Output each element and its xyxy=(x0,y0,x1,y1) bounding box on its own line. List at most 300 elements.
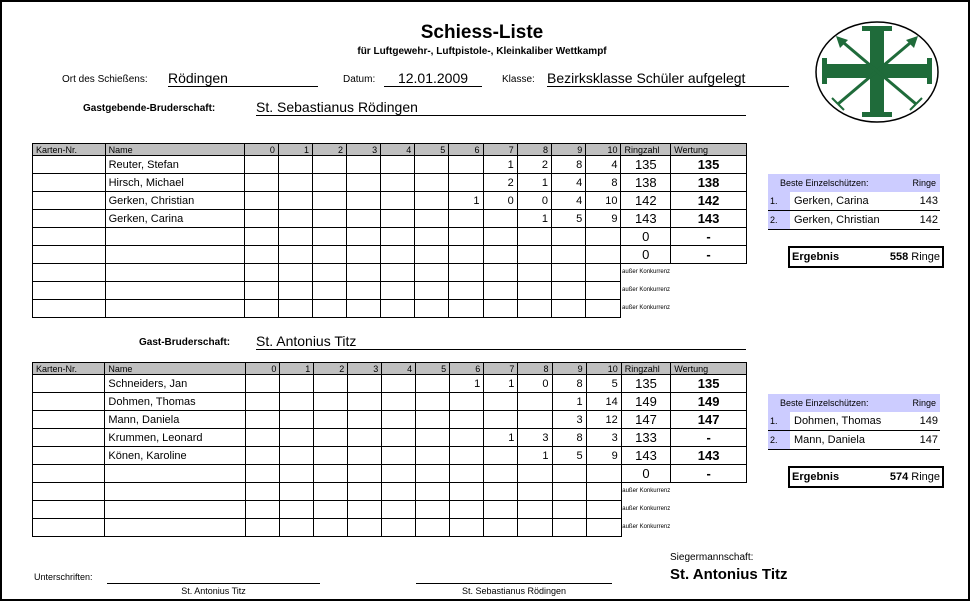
empty-cell xyxy=(348,483,382,501)
best-shooters-header xyxy=(768,174,940,192)
ring-count-cell: 9 xyxy=(586,210,621,228)
empty-cell xyxy=(33,519,105,537)
ring-count-cell xyxy=(484,393,518,411)
ring-count-cell xyxy=(348,429,382,447)
empty-cell xyxy=(244,300,278,318)
ort-value: Rödingen xyxy=(168,70,318,87)
team1-best-shooters xyxy=(768,174,940,230)
karten-nr-cell xyxy=(33,447,105,465)
ring-count-cell xyxy=(348,447,382,465)
empty-cell xyxy=(348,519,382,537)
ring-count-cell xyxy=(416,375,450,393)
wertung-cell: - xyxy=(671,429,747,447)
team1-label: Gastgebende-Bruderschaft: xyxy=(83,103,216,114)
ring-count-cell: 4 xyxy=(552,192,586,210)
ring-count-cell xyxy=(382,447,416,465)
ring-count-cell: 3 xyxy=(586,429,621,447)
empty-cell xyxy=(449,282,483,300)
ring-count-cell: 8 xyxy=(552,429,586,447)
empty-cell xyxy=(381,264,415,282)
empty-cell xyxy=(415,282,449,300)
ring-count-cell xyxy=(347,246,381,264)
ring-count-cell xyxy=(416,429,450,447)
ausser-konkurrenz-note: außer Konkurrenz xyxy=(622,506,671,512)
extra-table-row xyxy=(33,300,747,318)
ring-count-cell xyxy=(450,411,484,429)
shooter-name-cell: Krummen, Leonard xyxy=(105,429,246,447)
team2-best-shooters xyxy=(768,394,940,450)
ring-count-cell: 1 xyxy=(517,210,551,228)
ring-count-cell xyxy=(347,228,381,246)
ring-count-cell: 4 xyxy=(552,174,586,192)
sieger-value: St. Antonius Titz xyxy=(670,566,788,583)
empty-cell xyxy=(312,264,346,282)
ring-count-cell xyxy=(449,246,483,264)
empty-cell xyxy=(105,519,246,537)
ring-count-cell: 2 xyxy=(517,156,551,174)
column-header: 7 xyxy=(484,363,518,375)
empty-cell xyxy=(244,282,278,300)
empty-cell xyxy=(280,501,314,519)
karten-nr-cell xyxy=(33,465,105,483)
ring-count-cell xyxy=(244,174,278,192)
ring-count-cell xyxy=(314,447,348,465)
table-row xyxy=(33,156,747,174)
ring-count-cell: 1 xyxy=(484,429,518,447)
best-shooters-ringe: Ringe xyxy=(912,398,936,408)
best-ring: 143 xyxy=(919,195,938,207)
wertung-cell: 135 xyxy=(671,156,747,174)
ergebnis-unit: Ringe xyxy=(911,471,940,483)
ring-count-cell xyxy=(280,375,314,393)
empty-cell xyxy=(246,519,280,537)
empty-cell xyxy=(449,300,483,318)
karten-nr-cell xyxy=(33,375,105,393)
ringzahl-cell: 147 xyxy=(621,411,671,429)
table-row xyxy=(33,228,747,246)
best-name: Gerken, Christian xyxy=(794,214,880,226)
column-header: 10 xyxy=(586,363,621,375)
ring-count-cell xyxy=(278,228,312,246)
ring-count-cell: 8 xyxy=(552,375,586,393)
best-shooter-row xyxy=(768,431,940,450)
column-header: 2 xyxy=(314,363,348,375)
empty-cell xyxy=(586,264,621,282)
ergebnis-unit: Ringe xyxy=(911,251,940,263)
column-header: 2 xyxy=(312,144,346,156)
ring-count-cell xyxy=(312,246,346,264)
ring-count-cell: 3 xyxy=(552,411,586,429)
column-header: Wertung xyxy=(671,144,747,156)
empty-cell xyxy=(671,300,747,318)
ring-count-cell xyxy=(450,393,484,411)
team1-name: St. Sebastianus Rödingen xyxy=(256,99,746,116)
ringzahl-cell: 143 xyxy=(621,210,671,228)
ring-count-cell: 1 xyxy=(450,375,484,393)
shooter-name-cell: Hirsch, Michael xyxy=(105,174,244,192)
sieger-label: Siegermannschaft: xyxy=(670,552,754,563)
empty-cell xyxy=(518,483,552,501)
empty-cell xyxy=(416,519,450,537)
ringzahl-cell: 135 xyxy=(621,375,671,393)
ring-count-cell xyxy=(246,375,280,393)
empty-cell xyxy=(416,501,450,519)
empty-cell xyxy=(278,300,312,318)
empty-cell xyxy=(105,282,244,300)
ring-count-cell xyxy=(382,465,416,483)
ring-count-cell: 12 xyxy=(586,411,621,429)
ringzahl-cell: 143 xyxy=(621,447,671,465)
column-header: 8 xyxy=(517,144,551,156)
empty-cell xyxy=(246,483,280,501)
ring-count-cell: 2 xyxy=(483,174,517,192)
column-header: 5 xyxy=(415,144,449,156)
best-ring: 142 xyxy=(919,214,938,226)
ring-count-cell: 1 xyxy=(552,393,586,411)
empty-cell xyxy=(586,483,621,501)
wertung-cell: 147 xyxy=(671,411,747,429)
karten-nr-cell xyxy=(33,156,106,174)
table-header-row xyxy=(33,144,747,156)
karten-nr-cell xyxy=(33,210,106,228)
empty-cell xyxy=(314,483,348,501)
ringzahl-cell: 149 xyxy=(621,393,671,411)
ring-count-cell xyxy=(483,210,517,228)
empty-cell xyxy=(586,300,621,318)
ring-count-cell xyxy=(518,393,552,411)
ausser-konkurrenz-note: außer Konkurrenz xyxy=(622,287,671,293)
table-row xyxy=(33,393,747,411)
best-ring: 147 xyxy=(919,434,938,446)
empty-cell xyxy=(348,501,382,519)
table-row xyxy=(33,210,747,228)
column-header: Name xyxy=(105,363,246,375)
signature-line-1 xyxy=(107,582,320,584)
ring-count-cell xyxy=(280,447,314,465)
ring-count-cell xyxy=(246,429,280,447)
ring-count-cell xyxy=(244,228,278,246)
ring-count-cell xyxy=(246,411,280,429)
best-shooters-ringe: Ringe xyxy=(912,178,936,188)
column-header: 6 xyxy=(450,363,484,375)
empty-cell xyxy=(33,300,106,318)
empty-cell xyxy=(552,519,586,537)
ring-count-cell xyxy=(348,465,382,483)
ring-count-cell xyxy=(347,174,381,192)
ring-count-cell: 0 xyxy=(483,192,517,210)
empty-cell xyxy=(415,300,449,318)
column-header: Ringzahl xyxy=(621,363,671,375)
column-header: 7 xyxy=(483,144,517,156)
empty-cell xyxy=(484,501,518,519)
ring-count-cell xyxy=(416,411,450,429)
ring-count-cell xyxy=(415,228,449,246)
column-header: Karten-Nr. xyxy=(33,363,105,375)
ring-count-cell: 8 xyxy=(586,174,621,192)
ring-count-cell xyxy=(381,192,415,210)
empty-cell xyxy=(552,483,586,501)
best-shooter-row xyxy=(768,192,940,211)
best-name: Mann, Daniela xyxy=(794,434,865,446)
ring-count-cell xyxy=(312,210,346,228)
ring-count-cell: 1 xyxy=(449,192,483,210)
empty-cell xyxy=(105,483,246,501)
extra-table-row xyxy=(33,501,747,519)
ringzahl-cell: 0 xyxy=(621,246,671,264)
empty-cell xyxy=(312,282,346,300)
team2-score-table xyxy=(32,362,747,537)
empty-cell xyxy=(347,264,381,282)
empty-cell xyxy=(671,282,747,300)
column-header: 4 xyxy=(381,144,415,156)
empty-cell xyxy=(246,501,280,519)
empty-cell xyxy=(518,519,552,537)
ringzahl-cell: 135 xyxy=(621,156,671,174)
ausser-konkurrenz-note: außer Konkurrenz xyxy=(622,269,671,276)
ring-count-cell: 14 xyxy=(586,393,621,411)
empty-cell xyxy=(347,282,381,300)
empty-cell xyxy=(671,264,747,282)
ring-count-cell: 1 xyxy=(483,156,517,174)
ring-count-cell: 5 xyxy=(586,375,621,393)
ring-count-cell xyxy=(312,174,346,192)
ring-count-cell xyxy=(381,210,415,228)
empty-cell xyxy=(278,282,312,300)
ring-count-cell: 8 xyxy=(552,156,586,174)
ring-count-cell: 10 xyxy=(586,192,621,210)
ring-count-cell xyxy=(449,228,483,246)
empty-cell xyxy=(382,483,416,501)
ring-count-cell xyxy=(450,429,484,447)
ring-count-cell xyxy=(312,192,346,210)
ring-count-cell xyxy=(381,174,415,192)
ring-count-cell: 0 xyxy=(518,375,552,393)
empty-cell xyxy=(382,501,416,519)
ring-count-cell: 1 xyxy=(484,375,518,393)
karten-nr-cell xyxy=(33,228,106,246)
ring-count-cell xyxy=(484,447,518,465)
ring-count-cell xyxy=(415,192,449,210)
ring-count-cell xyxy=(348,393,382,411)
ring-count-cell xyxy=(381,246,415,264)
ring-count-cell xyxy=(415,156,449,174)
ring-count-cell xyxy=(518,411,552,429)
ring-count-cell xyxy=(278,174,312,192)
klasse-value: Bezirksklasse Schüler aufgelegt xyxy=(547,70,789,87)
klasse-label: Klasse: xyxy=(502,74,535,85)
column-header: 3 xyxy=(348,363,382,375)
column-header: 4 xyxy=(382,363,416,375)
empty-cell xyxy=(280,519,314,537)
datum-value: 12.01.2009 xyxy=(384,70,482,87)
empty-cell xyxy=(586,501,621,519)
wertung-cell: 143 xyxy=(671,447,747,465)
empty-cell xyxy=(483,264,517,282)
ring-count-cell xyxy=(381,156,415,174)
ring-count-cell xyxy=(347,156,381,174)
ring-count-cell xyxy=(312,156,346,174)
ring-count-cell xyxy=(244,156,278,174)
ring-count-cell xyxy=(278,156,312,174)
column-header: Ringzahl xyxy=(621,144,671,156)
empty-cell xyxy=(314,519,348,537)
ring-count-cell xyxy=(348,375,382,393)
wertung-cell: 143 xyxy=(671,210,747,228)
ring-count-cell: 1 xyxy=(517,174,551,192)
ring-count-cell xyxy=(381,228,415,246)
best-rank: 1. xyxy=(768,412,790,430)
wertung-cell: 135 xyxy=(671,375,747,393)
column-header: 0 xyxy=(244,144,278,156)
extra-table-row xyxy=(33,483,747,501)
empty-cell xyxy=(552,300,586,318)
ausser-konkurrenz-note: außer Konkurrenz xyxy=(622,488,671,495)
ergebnis-label: Ergebnis xyxy=(792,471,840,483)
ring-count-cell xyxy=(586,465,621,483)
shooter-name-cell: Mann, Daniela xyxy=(105,411,246,429)
unterschriften-label: Unterschriften: xyxy=(34,572,93,582)
page-title: Schiess-Liste xyxy=(420,22,544,43)
extra-table-row xyxy=(33,519,747,537)
best-shooters-title: Beste Einzelschützen: xyxy=(780,398,869,408)
shooter-name-cell: Schneiders, Jan xyxy=(105,375,246,393)
ring-count-cell xyxy=(278,246,312,264)
signature-line-2 xyxy=(416,582,612,584)
empty-cell xyxy=(105,501,246,519)
karten-nr-cell xyxy=(33,174,106,192)
ring-count-cell xyxy=(552,465,586,483)
karten-nr-cell xyxy=(33,246,106,264)
ring-count-cell xyxy=(312,228,346,246)
ring-count-cell: 9 xyxy=(586,447,621,465)
team2-ergebnis xyxy=(788,466,944,488)
ring-count-cell: 0 xyxy=(517,192,551,210)
ring-count-cell xyxy=(415,210,449,228)
ring-count-cell: 5 xyxy=(552,210,586,228)
ring-count-cell xyxy=(382,411,416,429)
ergebnis-value: 558 xyxy=(889,251,909,263)
empty-cell xyxy=(347,300,381,318)
table-row xyxy=(33,246,747,264)
shooter-name-cell: Gerken, Carina xyxy=(105,210,244,228)
ring-count-cell xyxy=(382,393,416,411)
ring-count-cell xyxy=(278,192,312,210)
ring-count-cell xyxy=(246,447,280,465)
empty-cell xyxy=(586,519,621,537)
empty-cell xyxy=(416,483,450,501)
ring-count-cell xyxy=(416,393,450,411)
karten-nr-cell xyxy=(33,429,105,447)
ring-count-cell xyxy=(415,174,449,192)
shooter-name-cell xyxy=(105,246,244,264)
shooter-name-cell xyxy=(105,465,246,483)
column-header: 1 xyxy=(278,144,312,156)
best-rank: 2. xyxy=(768,211,790,229)
best-name: Dohmen, Thomas xyxy=(794,415,882,427)
best-name: Gerken, Carina xyxy=(794,195,869,207)
best-shooter-row xyxy=(768,412,940,431)
ring-count-cell xyxy=(382,429,416,447)
empty-cell xyxy=(105,264,244,282)
ausser-konkurrenz-note: außer Konkurrenz xyxy=(622,305,671,311)
empty-cell xyxy=(671,501,747,519)
column-header: Karten-Nr. xyxy=(33,144,106,156)
empty-cell xyxy=(381,300,415,318)
empty-cell xyxy=(449,264,483,282)
ring-count-cell xyxy=(484,465,518,483)
shooter-name-cell: Dohmen, Thomas xyxy=(105,393,246,411)
team1-ergebnis xyxy=(788,246,944,268)
datum-label: Datum: xyxy=(343,74,376,85)
best-shooter-row xyxy=(768,211,940,230)
shooter-name-cell xyxy=(105,228,244,246)
empty-cell xyxy=(552,501,586,519)
empty-cell xyxy=(33,282,106,300)
empty-cell xyxy=(450,519,484,537)
ring-count-cell xyxy=(348,411,382,429)
page-subtitle: für Luftgewehr-, Luftpistole-, Kleinkaliber Wettkampf xyxy=(357,46,607,57)
karten-nr-cell xyxy=(33,393,105,411)
column-header: 5 xyxy=(416,363,450,375)
table-row xyxy=(33,192,747,210)
ring-count-cell xyxy=(518,465,552,483)
ring-count-cell xyxy=(517,246,551,264)
empty-cell xyxy=(278,264,312,282)
empty-cell xyxy=(450,501,484,519)
ring-count-cell xyxy=(552,246,586,264)
crossed-arrows-emblem-icon xyxy=(814,20,940,129)
karten-nr-cell xyxy=(33,192,106,210)
ring-count-cell xyxy=(449,210,483,228)
wertung-cell: 142 xyxy=(671,192,747,210)
ort-label: Ort des Schießens: xyxy=(62,74,148,85)
empty-cell xyxy=(280,483,314,501)
column-header: 0 xyxy=(246,363,280,375)
ring-count-cell xyxy=(314,411,348,429)
ring-count-cell xyxy=(483,228,517,246)
empty-cell xyxy=(415,264,449,282)
ring-count-cell xyxy=(586,228,621,246)
best-rank: 1. xyxy=(768,192,790,210)
empty-cell xyxy=(517,282,551,300)
empty-cell xyxy=(483,282,517,300)
team2-label: Gast-Bruderschaft: xyxy=(139,337,231,348)
column-header: Name xyxy=(105,144,244,156)
empty-cell xyxy=(105,300,244,318)
ring-count-cell xyxy=(415,246,449,264)
ring-count-cell xyxy=(314,375,348,393)
table-row xyxy=(33,174,747,192)
column-header: 8 xyxy=(518,363,552,375)
ring-count-cell xyxy=(246,393,280,411)
ring-count-cell xyxy=(246,465,280,483)
ring-count-cell xyxy=(483,246,517,264)
shooter-name-cell: Gerken, Christian xyxy=(105,192,244,210)
ring-count-cell xyxy=(280,465,314,483)
ring-count-cell xyxy=(280,393,314,411)
empty-cell xyxy=(671,519,747,537)
table-row xyxy=(33,375,747,393)
best-rank: 2. xyxy=(768,431,790,449)
shooter-name-cell: Könen, Karoline xyxy=(105,447,246,465)
empty-cell xyxy=(244,264,278,282)
wertung-cell: - xyxy=(671,228,747,246)
wertung-cell: - xyxy=(671,246,747,264)
team2-name: St. Antonius Titz xyxy=(256,333,746,350)
signature-name-1: St. Antonius Titz xyxy=(181,586,246,596)
ring-count-cell xyxy=(449,174,483,192)
ring-count-cell xyxy=(586,246,621,264)
